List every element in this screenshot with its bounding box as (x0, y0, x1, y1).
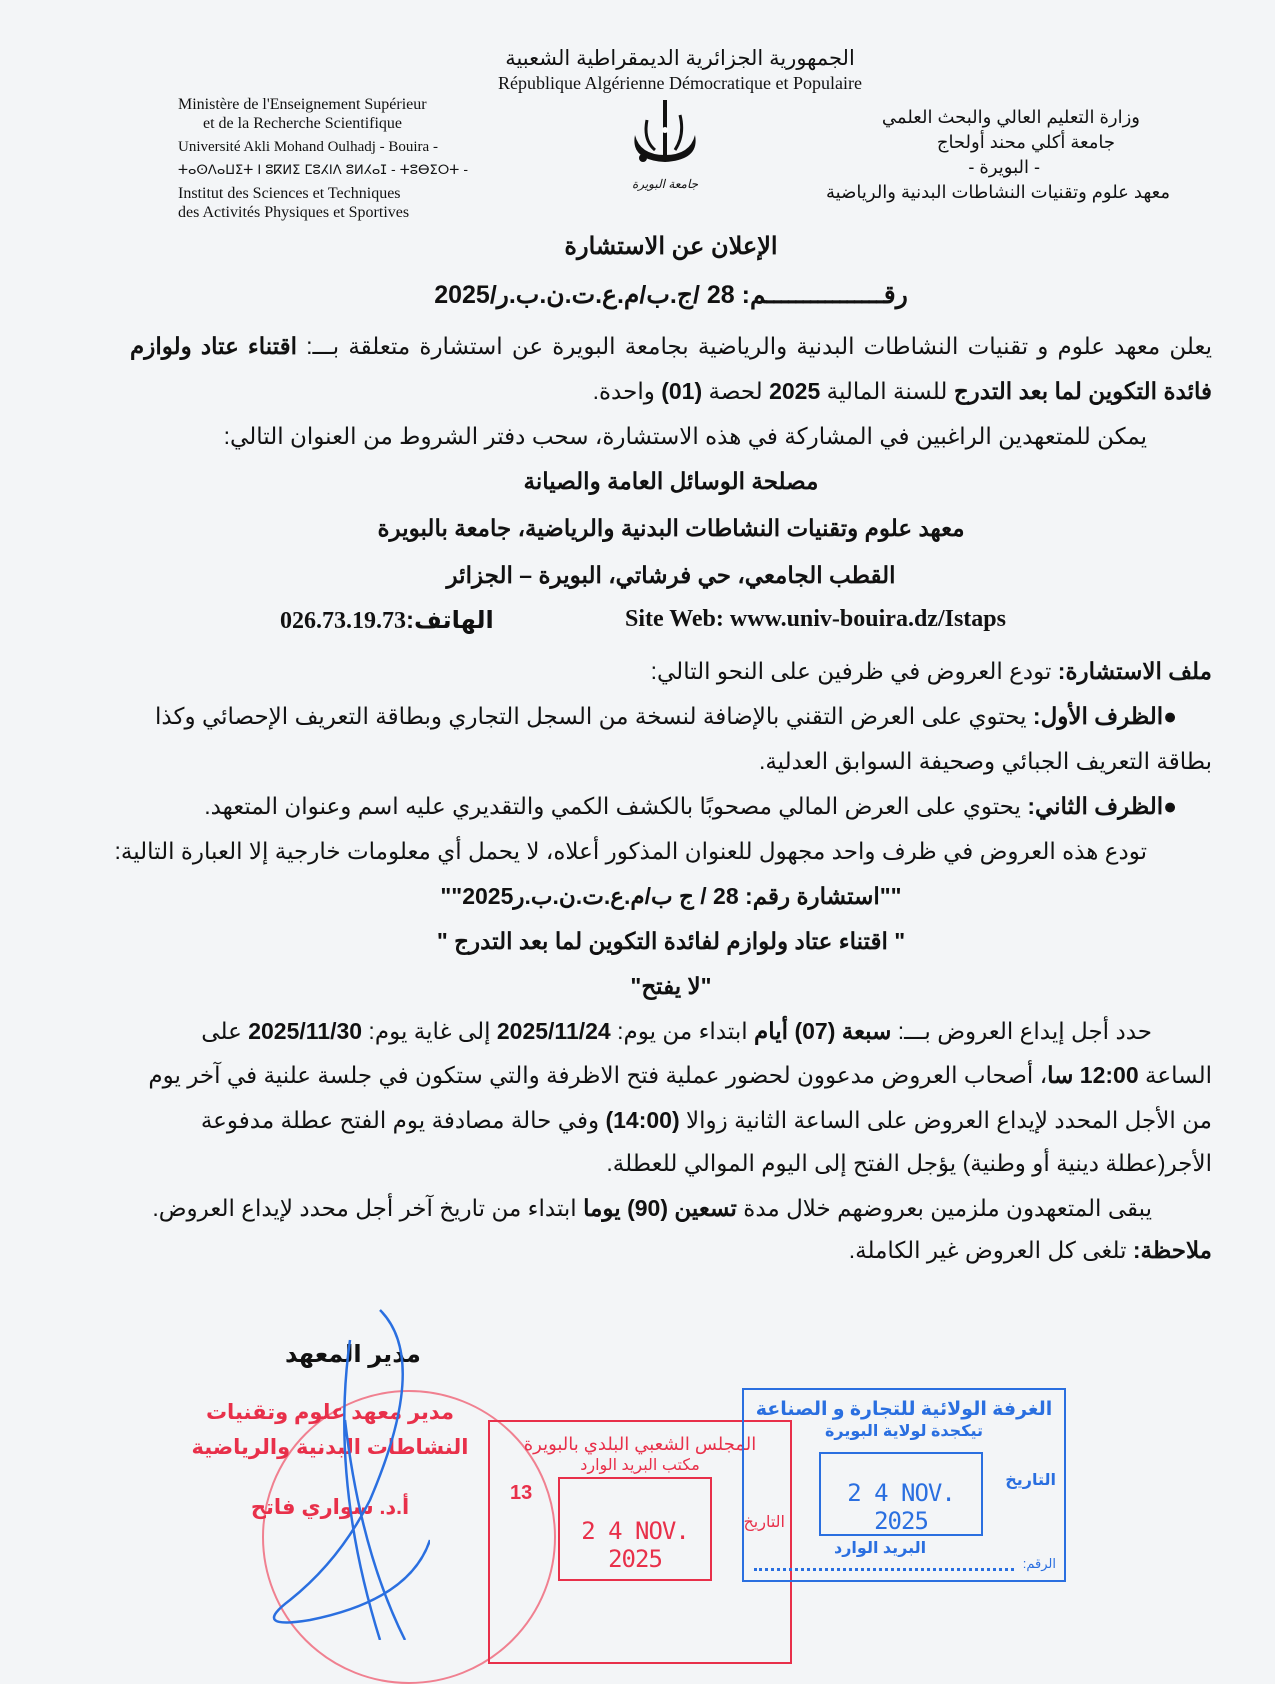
intro-text: يعلن معهد علوم و تقنيات النشاطات البدنية والرياضية بجامعة البويرة عن استشارة متعلقة بـــ: (297, 333, 1212, 359)
envelope-1 (130, 703, 1212, 730)
envelope-1-text: يحتوي على العرض التقني بالإضافة لنسخة من السجل التجاري وبطاقة التعريف الإحصائي وكذا (155, 703, 1033, 729)
university-tifinagh: ⵜⴰⵙⴷⴰⵡⵉⵜ ⵏ ⵓⴽⵍⵉ ⵎⵓⵃⵏⴷ ⵓⵍⵃⴰⵊ - ⵜⵓⴱⵉⵔⵜ - (178, 163, 469, 178)
director-stamp-line-2: النشاطات البدنية والرياضية (191, 1436, 469, 1459)
envelope-2 (130, 793, 1212, 820)
director-stamp-line-3: أ.د. سواري فاتح (250, 1496, 410, 1519)
envelope-2-text: يحتوي على العرض المالي مصحوبًا بالكشف الكمي والتقديري عليه اسم وعنوان المتعهد. (204, 793, 1028, 819)
university-ar: جامعة أكلي محند أولحاج (936, 132, 1115, 152)
validity-days: تسعين (90) يوما (583, 1195, 737, 1221)
chamber-stamp-line-3: البريد الوارد (834, 1540, 927, 1557)
ministry-fr-2: et de la Recherche Scientifique (203, 115, 403, 132)
director-stamp-line-1: مدير معهد علوم وتقنيات (205, 1401, 455, 1424)
intro-subject-2: فائدة التكوين لما بعد التدرج (953, 378, 1212, 404)
city-ar: - البويرة - (968, 157, 1040, 177)
phone-label: الهاتف: (406, 607, 494, 634)
chamber-stamp-line-2: تيكجدة لولاية البويرة (824, 1423, 984, 1440)
intro-text-4: واحدة. (592, 378, 662, 404)
intro-text-2: للسنة المالية (820, 378, 954, 404)
municipal-stamp-line-2: مكتب البريد الوارد (580, 1457, 700, 1474)
university-logo (625, 100, 705, 191)
envelope-label-1: ""استشارة رقم: 28 / ج ب/م.ع.ت.ن.ب.ر2025"" (440, 883, 902, 909)
deadline-line-2 (130, 1062, 1212, 1089)
phone-number: 026.73.19.73 (280, 608, 406, 634)
municipal-stamp-line-1: المجلس الشعبي البلدي بالبويرة (523, 1434, 757, 1454)
note-label: ملاحظة: (1132, 1237, 1212, 1263)
deadline-line-3 (130, 1107, 1212, 1134)
envelope-1-label: ●الظرف الأول: (1032, 703, 1177, 729)
file-intro (130, 658, 1212, 685)
deadline-text-4: على (201, 1018, 249, 1044)
contact-row (280, 606, 1110, 641)
municipal-date-box (558, 1477, 712, 1581)
withdraw-text: يمكن للمتعهدين الراغبين في المشاركة في هذه الاستشارة، سحب دفتر الشروط من العنوان التالي: (223, 423, 1147, 449)
signature-title: مدير المعهد (285, 1341, 421, 1368)
municipal-date: 2 4 NOV. 2025 (581, 1517, 689, 1573)
deadline-time: 12:00 سا (1047, 1062, 1139, 1088)
chamber-number-dots (754, 1568, 1014, 1571)
lot-count: (01) (661, 378, 703, 404)
file-label: ملف الاستشارة: (1057, 658, 1212, 684)
start-date: 2025/11/24 (496, 1018, 611, 1044)
fiscal-year: 2025 (769, 378, 821, 404)
chamber-stamp (742, 1388, 1066, 1582)
institute-fr: Institut des Sciences et Techniques (178, 185, 401, 202)
logo-emblem-icon (625, 100, 705, 180)
deadline-text-6: ، أصحاب العروض مدعوون لحضور عملية فتح الاظرفة والتي ستكون في جلسة علنية في آخر يوم (148, 1062, 1048, 1088)
deadline-text-5: الساعة (1138, 1062, 1212, 1088)
opening-time: (14:00) (605, 1107, 680, 1133)
deadline-text: حدد أجل إيداع العروض بـــ: (891, 1018, 1152, 1044)
intro-subject: اقتناء عتاد ولوازم (130, 333, 298, 359)
deadline-text-7: من الأجل المحدد لإيداع العروض على الساعة الثانية زوالا (679, 1107, 1212, 1133)
envelope-label-2: " اقتناء عتاد ولوازم لفائدة التكوين لما بعد التدرج " (436, 928, 906, 954)
chamber-date: 2 4 NOV. 2025 (847, 1479, 955, 1535)
handwritten-signature-icon (230, 1300, 430, 1640)
deadline-line-4: الأجر(عطلة دينية أو وطنية) يؤجل الفتح إلى اليوم الموالي للعطلة. (606, 1150, 1212, 1176)
file-text: تودع العروض في ظرفين على النحو التالي: (650, 658, 1058, 684)
note-text: تلغى كل العروض غير الكاملة. (848, 1237, 1133, 1263)
deadline-text-2: ابتداء من يوم: (610, 1018, 755, 1044)
validity-text (130, 1195, 1212, 1222)
deadline-text-8: وفي حالة مصادفة يوم الفتح عطلة مدفوعة (200, 1107, 606, 1133)
chamber-date-label: التاريخ (1005, 1472, 1056, 1489)
ministry-fr: Ministère de l'Enseignement Supérieur (178, 96, 427, 113)
republic-name-ar: الجمهورية الجزائرية الديمقراطية الشعبية (505, 47, 855, 70)
envelope-1-cont: بطاقة التعريف الجبائي وصحيفة السوابق العدلية. (758, 748, 1212, 774)
ministry-ar: وزارة التعليم العالي والبحث العلمي (881, 107, 1140, 127)
website-link[interactable]: Site Web: www.univ-bouira.dz/Istaps (625, 606, 1006, 632)
note (130, 1237, 1212, 1264)
envelope-2-label: ●الظرف الثاني: (1027, 793, 1177, 819)
chamber-date-box (819, 1452, 983, 1536)
phone (280, 606, 494, 635)
deadline-days: سبعة (07) أيام (754, 1018, 892, 1044)
intro-text-3: لحصة (702, 378, 770, 404)
institute-ar: معهد علوم وتقنيات النشاطات البدنية والرياضية (826, 182, 1170, 202)
republic-name-fr: République Algérienne Démocratique et Populaire (498, 73, 862, 93)
intro-line-1 (130, 333, 1212, 360)
municipal-date-label: التاريخ (743, 1514, 785, 1531)
address-line-1: مصلحة الوسائل العامة والصيانة (523, 468, 819, 494)
header-right-ar (760, 105, 1170, 205)
logo-caption: جامعة البويرة (631, 177, 699, 191)
university-fr: Université Akli Mohand Oulhadj - Bouira - (178, 139, 438, 155)
institute-fr-2: des Activités Physiques et Sportives (178, 204, 410, 221)
validity-text-1: يبقى المتعهدون ملزمين بعروضهم خلال مدة (736, 1195, 1152, 1221)
address-line-3: القطب الجامعي، حي فرشاتي، البويرة – الجزائر (446, 562, 896, 588)
end-date: 2025/11/30 (248, 1018, 363, 1044)
chamber-number-label: الرقم: (1022, 1556, 1056, 1571)
deadline-text-3: إلى غاية يوم: (362, 1018, 497, 1044)
header-left-fr (178, 95, 578, 222)
deposit-text: تودع هذه العروض في ظرف واحد مجهول للعنوان المذكور أعلاه، لا يحمل أي معلومات خارجية إلا العبارة التالية: (114, 838, 1147, 864)
deadline-line-1 (130, 1018, 1212, 1045)
envelope-label-3: "لا يفتح" (630, 973, 712, 999)
chamber-stamp-line-1: الغرفة الولائية للتجارة و الصناعة (755, 1399, 1053, 1420)
municipal-stamp-number: 13 (510, 1482, 533, 1504)
address-line-2: معهد علوم وتقنيات النشاطات البدنية والرياضية، جامعة بالبويرة (377, 515, 965, 541)
intro-line-2 (130, 378, 1212, 405)
reference-number: رقــــــــــــــــم: 28 /ج.ب/م.ع.ت.ن.ب.ر/2025 (434, 281, 908, 309)
page-title: الإعلان عن الاستشارة (564, 233, 778, 260)
validity-text-2: ابتداء من تاريخ آخر أجل محدد لإيداع العروض. (152, 1195, 584, 1221)
